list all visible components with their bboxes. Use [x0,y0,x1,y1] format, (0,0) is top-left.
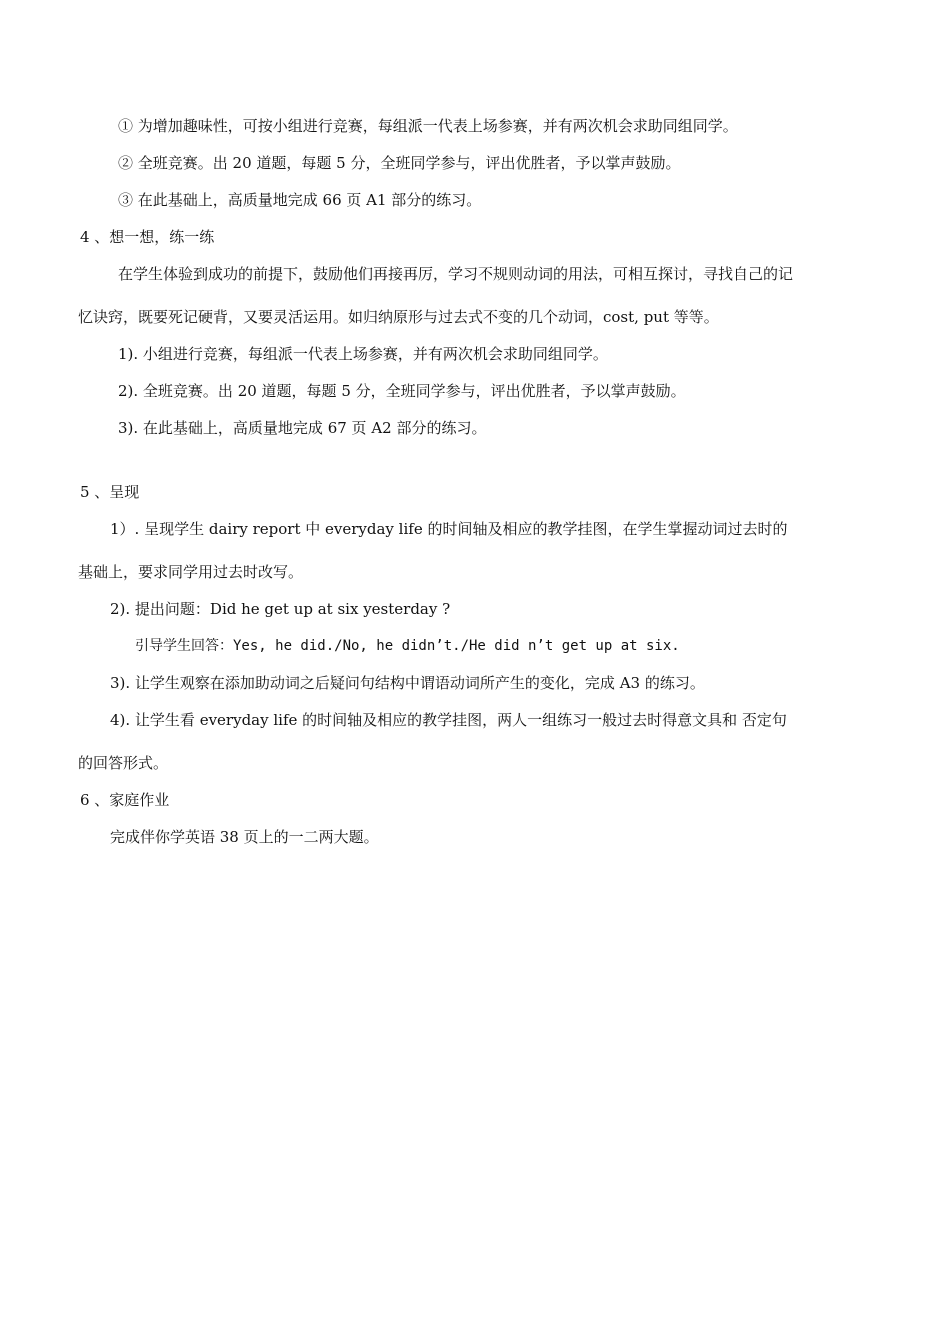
section4-paragraph-line-2: 忆诀窍，既要死记硬背，又要灵活运用。如归纳原形与过去式不变的几个动词，cost, put 等等。 [78,308,719,326]
section4-heading: 4 、想一想，练一练 [80,228,215,246]
section4-item-2: 2). 全班竞赛。出 20 道题，每题 5 分，全班同学参与，评出优胜者，予以掌声鼓励。 [118,382,686,400]
section5-item-1-line-1: 1）. 呈现学生 dairy report 中 everyday life 的时间轴及相应的教学挂图，在学生掌握动词过去时的 [110,520,788,538]
section5-item-2-answer: 引导学生回答：Yes, he did./No, he didn’t./He did n’t get up at six. [135,638,680,654]
section6-heading: 6 、家庭作业 [80,791,170,809]
section5-item-1-line-2: 基础上，要求同学用过去时改写。 [78,563,304,581]
section4-item-1: 1). 小组进行竞赛，每组派一代表上场参赛，并有两次机会求助同组同学。 [118,345,608,363]
section5-item-2: 2). 提出问题：Did he get up at six yesterday ? [110,600,451,618]
section4-item-3: 3). 在此基础上，高质量地完成 67 页 A2 部分的练习。 [118,419,487,437]
section3-item-1: ① 为增加趣味性，可按小组进行竞赛，每组派一代表上场参赛，并有两次机会求助同组同学。 [118,117,738,135]
section3-item-2: ② 全班竞赛。出 20 道题，每题 5 分，全班同学参与，评出优胜者，予以掌声鼓励。 [118,154,681,172]
section4-paragraph-line-1: 在学生体验到成功的前提下，鼓励他们再接再厉，学习不规则动词的用法，可相互探讨，寻找自己的记 [118,265,794,283]
section6-text: 完成伴你学英语 38 页上的一二两大题。 [110,828,379,846]
section5-item-3: 3). 让学生观察在添加助动词之后疑问句结构中谓语动词所产生的变化，完成 A3 的练习。 [110,674,705,692]
section3-item-3: ③ 在此基础上，高质量地完成 66 页 A1 部分的练习。 [118,191,482,209]
section5-item-4-line-2: 的回答形式。 [78,754,169,772]
section5-item-4-line-1: 4). 让学生看 everyday life 的时间轴及相应的教学挂图，两人一组练习一般过去时得意文具和 否定句 [110,711,787,729]
section5-heading: 5 、呈现 [80,483,140,501]
